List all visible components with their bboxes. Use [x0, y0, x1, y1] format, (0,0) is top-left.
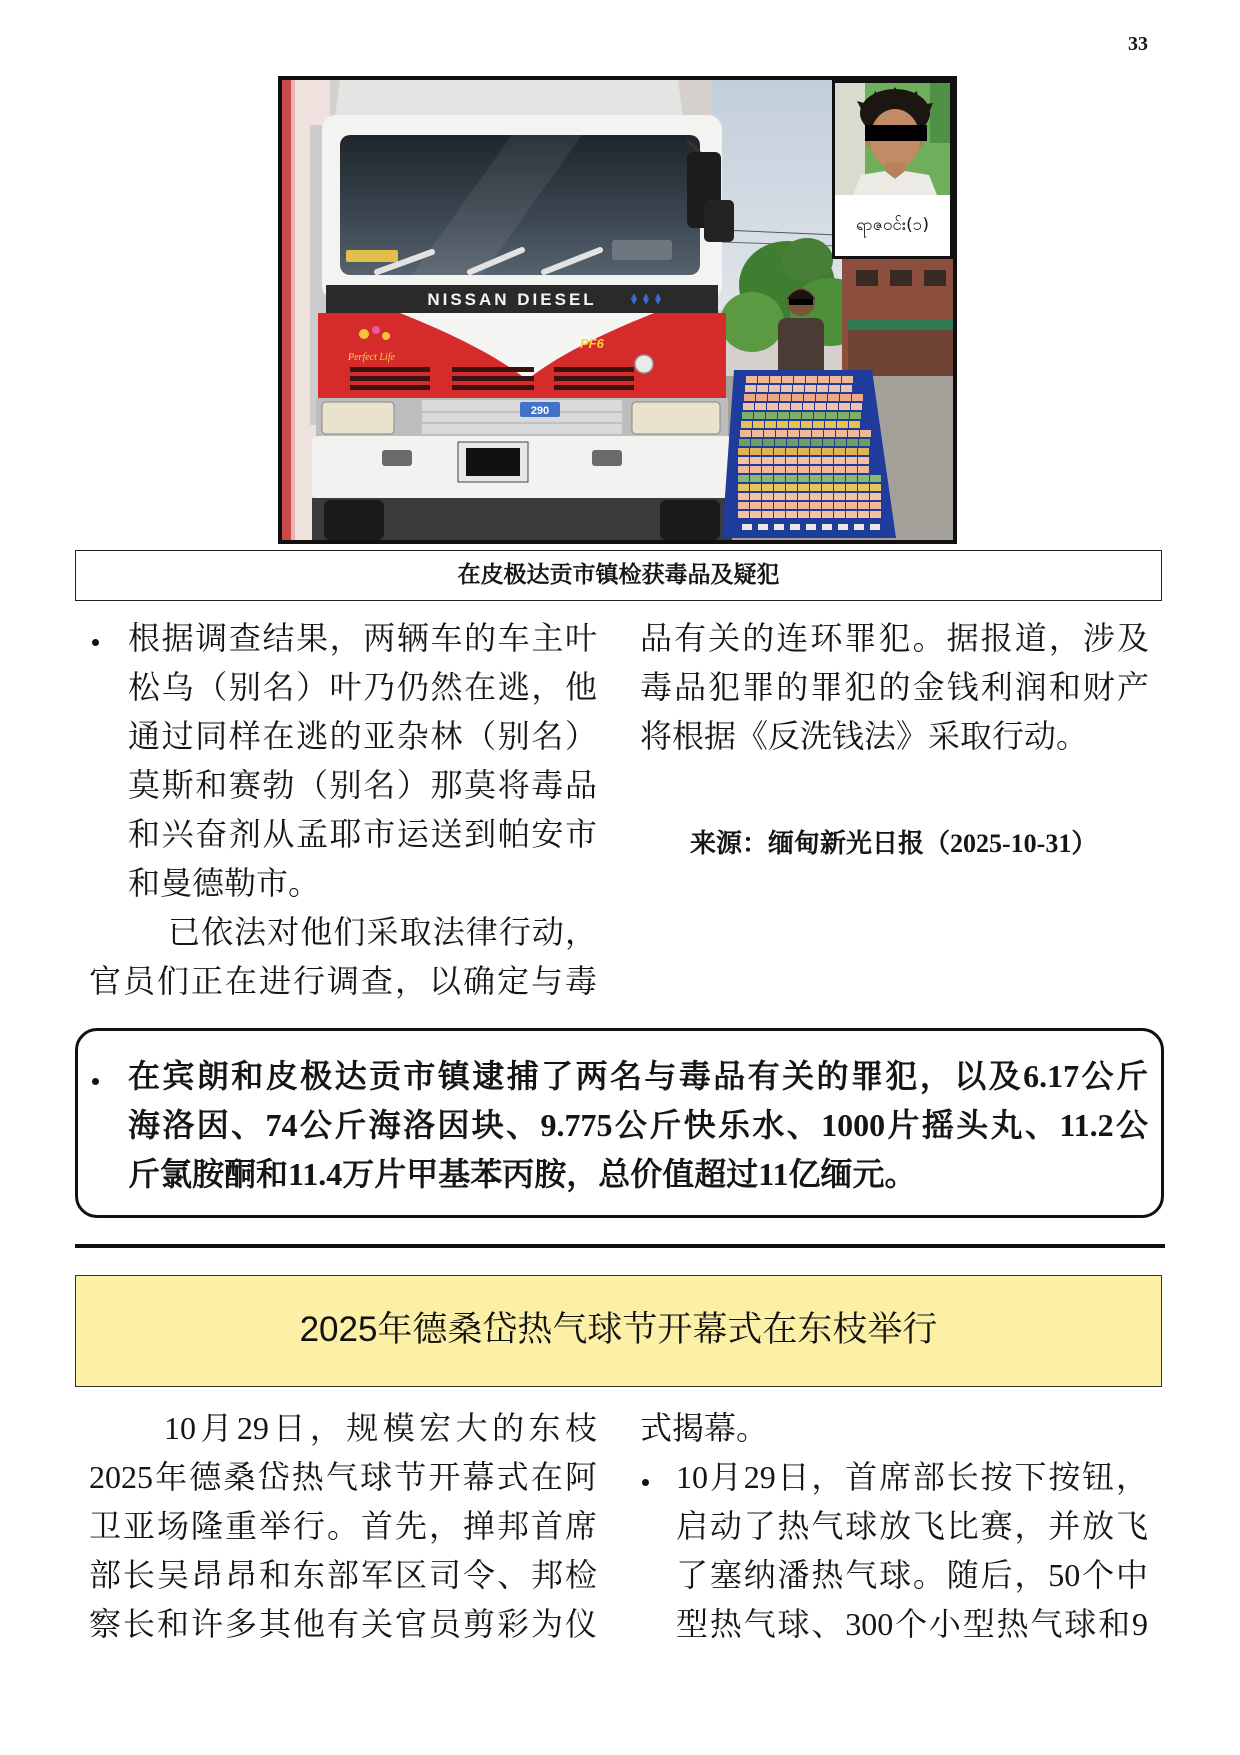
- drug-packet: [781, 385, 792, 392]
- drug-packet: [849, 421, 860, 428]
- drug-packet: [859, 439, 870, 446]
- drug-packet: [788, 430, 799, 437]
- drug-packet: [870, 484, 881, 491]
- drug-packet: [750, 511, 761, 518]
- drug-packet: [813, 421, 824, 428]
- drug-packet: [745, 385, 756, 392]
- small-drug-packet: [870, 524, 880, 530]
- drug-packet: [774, 484, 785, 491]
- drug-packet: [822, 448, 833, 455]
- drug-packet: [738, 484, 749, 491]
- drug-packet: [810, 484, 821, 491]
- left-headlight: [322, 402, 394, 434]
- drug-packet: [750, 484, 761, 491]
- drug-packet: [798, 502, 809, 509]
- small-drug-packet: [742, 524, 752, 530]
- drug-packet: [858, 493, 869, 500]
- drug-packet: [738, 457, 749, 464]
- small-drug-packet: [838, 524, 848, 530]
- face-redaction-bar: [865, 125, 927, 141]
- drug-packet: [827, 403, 838, 410]
- drug-packet: [766, 412, 777, 419]
- drug-packet: [738, 511, 749, 518]
- small-drug-packet: [854, 524, 864, 530]
- drug-packet: [750, 457, 761, 464]
- drug-packet: [762, 457, 773, 464]
- drug-packet: [751, 439, 762, 446]
- drug-packet: [758, 376, 769, 383]
- drug-packet: [786, 502, 797, 509]
- drug-packet: [852, 394, 863, 401]
- drug-packet: [850, 412, 861, 419]
- drug-packet: [810, 475, 821, 482]
- drug-packet: [837, 421, 848, 428]
- drug-packet: [870, 475, 881, 482]
- drug-packet: [762, 484, 773, 491]
- drug-packet: [798, 466, 809, 473]
- drug-packet: [847, 439, 858, 446]
- drug-packet: [798, 493, 809, 500]
- drug-packet: [817, 385, 828, 392]
- drug-packet: [840, 394, 851, 401]
- drug-packet: [786, 511, 797, 518]
- drug-packet: [839, 403, 850, 410]
- drug-packet: [787, 439, 798, 446]
- drug-packet: [825, 421, 836, 428]
- drug-packet: [834, 475, 845, 482]
- drug-packet: [810, 511, 821, 518]
- drug-packet: [830, 376, 841, 383]
- drug-packet: [786, 475, 797, 482]
- drug-packet: [742, 412, 753, 419]
- drug-packet: [834, 448, 845, 455]
- drug-packet: [802, 412, 813, 419]
- drug-packet: [834, 502, 845, 509]
- drug-packet: [848, 430, 859, 437]
- drug-packet: [768, 394, 779, 401]
- drug-packet: [762, 493, 773, 500]
- drug-packet: [757, 385, 768, 392]
- drug-packet: [744, 394, 755, 401]
- article1-left-line: 官员们正在进行调查，以确定与毒: [89, 963, 597, 999]
- drug-packet: [792, 394, 803, 401]
- drug-packet: [782, 376, 793, 383]
- drug-packet: [811, 439, 822, 446]
- drug-packet: [829, 385, 840, 392]
- drug-packet: [858, 511, 869, 518]
- drug-packet: [806, 376, 817, 383]
- section-divider: [75, 1244, 1165, 1248]
- drug-packet: [754, 412, 765, 419]
- small-drug-packet: [806, 524, 816, 530]
- drug-packet: [846, 448, 857, 455]
- drug-packet: [750, 493, 761, 500]
- drug-packet: [846, 466, 857, 473]
- drug-packet: [741, 421, 752, 428]
- article1-left-line: 根据调查结果，两辆车的车主叶: [128, 620, 597, 656]
- drug-packet: [822, 502, 833, 509]
- drug-packet: [738, 475, 749, 482]
- drug-packet: [810, 466, 821, 473]
- drug-packet: [798, 457, 809, 464]
- brick-building: [842, 256, 953, 386]
- article2-right-line: 启动了热气球放飞比赛，并放飞: [676, 1508, 1148, 1544]
- drug-packet: [836, 430, 847, 437]
- summary-line: 在宾朗和皮极达贡市镇逮捕了两名与毒品有关的罪犯，以及6.17公斤: [128, 1058, 1148, 1094]
- drug-packet: [765, 421, 776, 428]
- drug-packet: [822, 457, 833, 464]
- drug-packet: [846, 457, 857, 464]
- bullet-marker: [92, 639, 99, 646]
- drug-packet: [822, 466, 833, 473]
- drug-packet: [870, 493, 881, 500]
- small-drug-packet: [774, 524, 784, 530]
- drug-packet: [834, 484, 845, 491]
- drug-packet: [810, 448, 821, 455]
- drug-packet: [810, 457, 821, 464]
- drug-packet: [798, 511, 809, 518]
- drug-packet: [846, 475, 857, 482]
- drug-packet: [834, 511, 845, 518]
- drug-packet: [755, 403, 766, 410]
- small-drug-packet: [790, 524, 800, 530]
- drug-packet: [743, 403, 754, 410]
- drug-packet: [762, 466, 773, 473]
- drug-packet: [762, 511, 773, 518]
- drug-packet: [738, 493, 749, 500]
- drug-packet: [846, 493, 857, 500]
- drug-packet: [750, 448, 761, 455]
- suspect-portrait: [835, 83, 950, 195]
- drug-packet: [824, 430, 835, 437]
- article2-left-line: 10月29日，规模宏大的东枝: [164, 1410, 597, 1446]
- summary-line: 斤氯胺酮和11.4万片甲基苯丙胺，总价值超过11亿缅元。: [128, 1156, 917, 1192]
- drug-packet: [794, 376, 805, 383]
- drug-packet: [774, 502, 785, 509]
- drug-packet: [778, 412, 789, 419]
- drug-packet: [846, 484, 857, 491]
- drug-packet: [822, 475, 833, 482]
- drug-packet: [774, 466, 785, 473]
- drug-packet: [762, 475, 773, 482]
- article2-right-line: 型热气球、300个小型热气球和9: [676, 1606, 1148, 1642]
- drug-packet: [738, 502, 749, 509]
- drug-packet: [834, 493, 845, 500]
- drug-packet: [812, 430, 823, 437]
- drug-packet: [753, 421, 764, 428]
- article2-left-line: 部长吴昂昂和东部军区司令、邦检: [89, 1557, 597, 1593]
- drug-packet: [752, 430, 763, 437]
- drug-packet: [804, 394, 815, 401]
- drug-packet: [860, 430, 871, 437]
- drug-packet: [838, 412, 849, 419]
- drug-packet: [774, 448, 785, 455]
- article1-left-line: 已依法对他们采取法律行动，: [168, 914, 597, 950]
- drug-packet: [786, 484, 797, 491]
- drug-packet: [858, 466, 869, 473]
- small-drug-packet: [822, 524, 832, 530]
- drug-packet: [858, 475, 869, 482]
- drug-packet: [786, 493, 797, 500]
- article1-left-line: 莫斯和赛勃（别名）那莫将毒品: [128, 767, 597, 803]
- article2-right-line: 10月29日，首席部长按下按钮，: [676, 1459, 1148, 1495]
- drug-packet: [779, 403, 790, 410]
- drug-packet: [769, 385, 780, 392]
- article1-right-line: 将根据《反洗钱法》采取行动。: [640, 718, 1089, 754]
- drug-packet: [841, 385, 852, 392]
- drug-packet: [789, 421, 800, 428]
- article2-right-line: 了塞纳潘热气球。随后，50个中: [676, 1557, 1148, 1593]
- drug-packet: [770, 376, 781, 383]
- drug-packet: [826, 412, 837, 419]
- drug-packet: [842, 376, 853, 383]
- drug-packet: [805, 385, 816, 392]
- drug-packet: [834, 466, 845, 473]
- article2-title: 2025年德桑岱热气球节开幕式在东枝举行: [75, 1275, 1162, 1387]
- seized-drug-packages: [722, 370, 896, 538]
- summary-line: 海洛因、74公斤海洛因块、9.775公斤快乐水、1000片摇头丸、11.2公: [128, 1107, 1148, 1143]
- article1-left-line: 和曼德勒市。: [128, 865, 321, 901]
- drug-packet: [739, 439, 750, 446]
- truck-badge-number: 290: [530, 405, 550, 417]
- truck: [310, 80, 734, 540]
- drug-packet: [834, 457, 845, 464]
- drug-packet: [798, 448, 809, 455]
- drug-packet: [818, 376, 829, 383]
- article1-left-line: 和兴奋剂从孟耶市运送到帕安市: [128, 816, 597, 852]
- grille-slots: [350, 367, 634, 390]
- drug-packet: [764, 430, 775, 437]
- drug-packet: [814, 412, 825, 419]
- license-plate-redacted: [458, 442, 528, 482]
- drug-packet: [858, 502, 869, 509]
- article-source: 来源：缅甸新光日报（2025-10-31）: [690, 829, 1098, 858]
- truck-brand-lettering: NISSAN DIESEL: [427, 290, 597, 309]
- drug-packet: [846, 511, 857, 518]
- drug-packet: [774, 493, 785, 500]
- drug-packet: [763, 439, 774, 446]
- drug-packet: [815, 403, 826, 410]
- drug-packet: [786, 457, 797, 464]
- truck-model-text: PF6: [580, 336, 604, 351]
- drug-packet: [800, 430, 811, 437]
- page-number: 33: [1128, 33, 1148, 55]
- inset-caption: ရာဇဝင်း(၁): [856, 215, 929, 235]
- drug-packet: [851, 403, 862, 410]
- drug-packet: [750, 502, 761, 509]
- drug-packet: [756, 394, 767, 401]
- drug-packet: [816, 394, 827, 401]
- drug-packet: [858, 448, 869, 455]
- drug-packet: [822, 511, 833, 518]
- drug-packet: [798, 484, 809, 491]
- drug-packet: [738, 448, 749, 455]
- drug-packet: [774, 475, 785, 482]
- drug-packet: [801, 421, 812, 428]
- bullet-marker: [92, 1078, 99, 1085]
- drug-packet: [774, 457, 785, 464]
- drug-packet: [790, 412, 801, 419]
- drug-packet: [822, 484, 833, 491]
- article1-right-line: 品有关的连环罪犯。据报道，涉及: [640, 620, 1149, 656]
- drug-packet: [775, 439, 786, 446]
- drug-packet: [858, 457, 869, 464]
- drug-packet: [762, 502, 773, 509]
- article1-left-line: 通过同样在逃的亚杂林（别名）: [128, 718, 597, 754]
- bullet-marker: [642, 1479, 649, 1486]
- drug-packet: [786, 466, 797, 473]
- drug-packet: [810, 502, 821, 509]
- drug-packet: [776, 430, 787, 437]
- drug-packet: [870, 511, 881, 518]
- article2-right-line: 式揭幕。: [640, 1410, 769, 1446]
- drug-packet: [777, 421, 788, 428]
- drug-packet: [750, 466, 761, 473]
- drug-packet: [786, 448, 797, 455]
- drug-packet: [798, 475, 809, 482]
- drug-packet: [803, 403, 814, 410]
- drug-packet: [822, 493, 833, 500]
- drug-packet: [746, 376, 757, 383]
- drug-packet: [858, 484, 869, 491]
- drug-packet: [846, 502, 857, 509]
- drug-packet: [740, 430, 751, 437]
- drug-packet: [828, 394, 839, 401]
- drug-packet: [835, 439, 846, 446]
- photo-caption: 在皮极达贡市镇检获毒品及疑犯: [75, 550, 1162, 601]
- article2-left-line: 卫亚场隆重举行。首先，掸邦首席: [89, 1508, 597, 1544]
- small-drug-packet: [758, 524, 768, 530]
- drug-packet: [774, 511, 785, 518]
- drug-packet: [793, 385, 804, 392]
- right-headlight: [632, 402, 720, 434]
- article2-left-line: 2025年德桑岱热气球节开幕式在阿: [89, 1459, 597, 1495]
- drug-packet: [791, 403, 802, 410]
- truck-logo-text: Perfect Life: [348, 352, 395, 363]
- news-photo: [278, 76, 957, 544]
- article2-left-line: 察长和许多其他有关官员剪彩为仪: [89, 1606, 597, 1642]
- drug-packet: [767, 403, 778, 410]
- drug-packet: [810, 493, 821, 500]
- drug-packet: [870, 502, 881, 509]
- drug-packet: [762, 448, 773, 455]
- drug-packet: [738, 466, 749, 473]
- suspect-inset-photo: [832, 80, 953, 259]
- drug-packet: [750, 475, 761, 482]
- article1-left-line: 松乌（别名）叶乃仍然在逃，他: [128, 669, 597, 705]
- drug-packet: [823, 439, 834, 446]
- article1-right-line: 毒品犯罪的罪犯的金钱利润和财产: [640, 669, 1149, 705]
- drug-packet: [799, 439, 810, 446]
- drug-packet: [780, 394, 791, 401]
